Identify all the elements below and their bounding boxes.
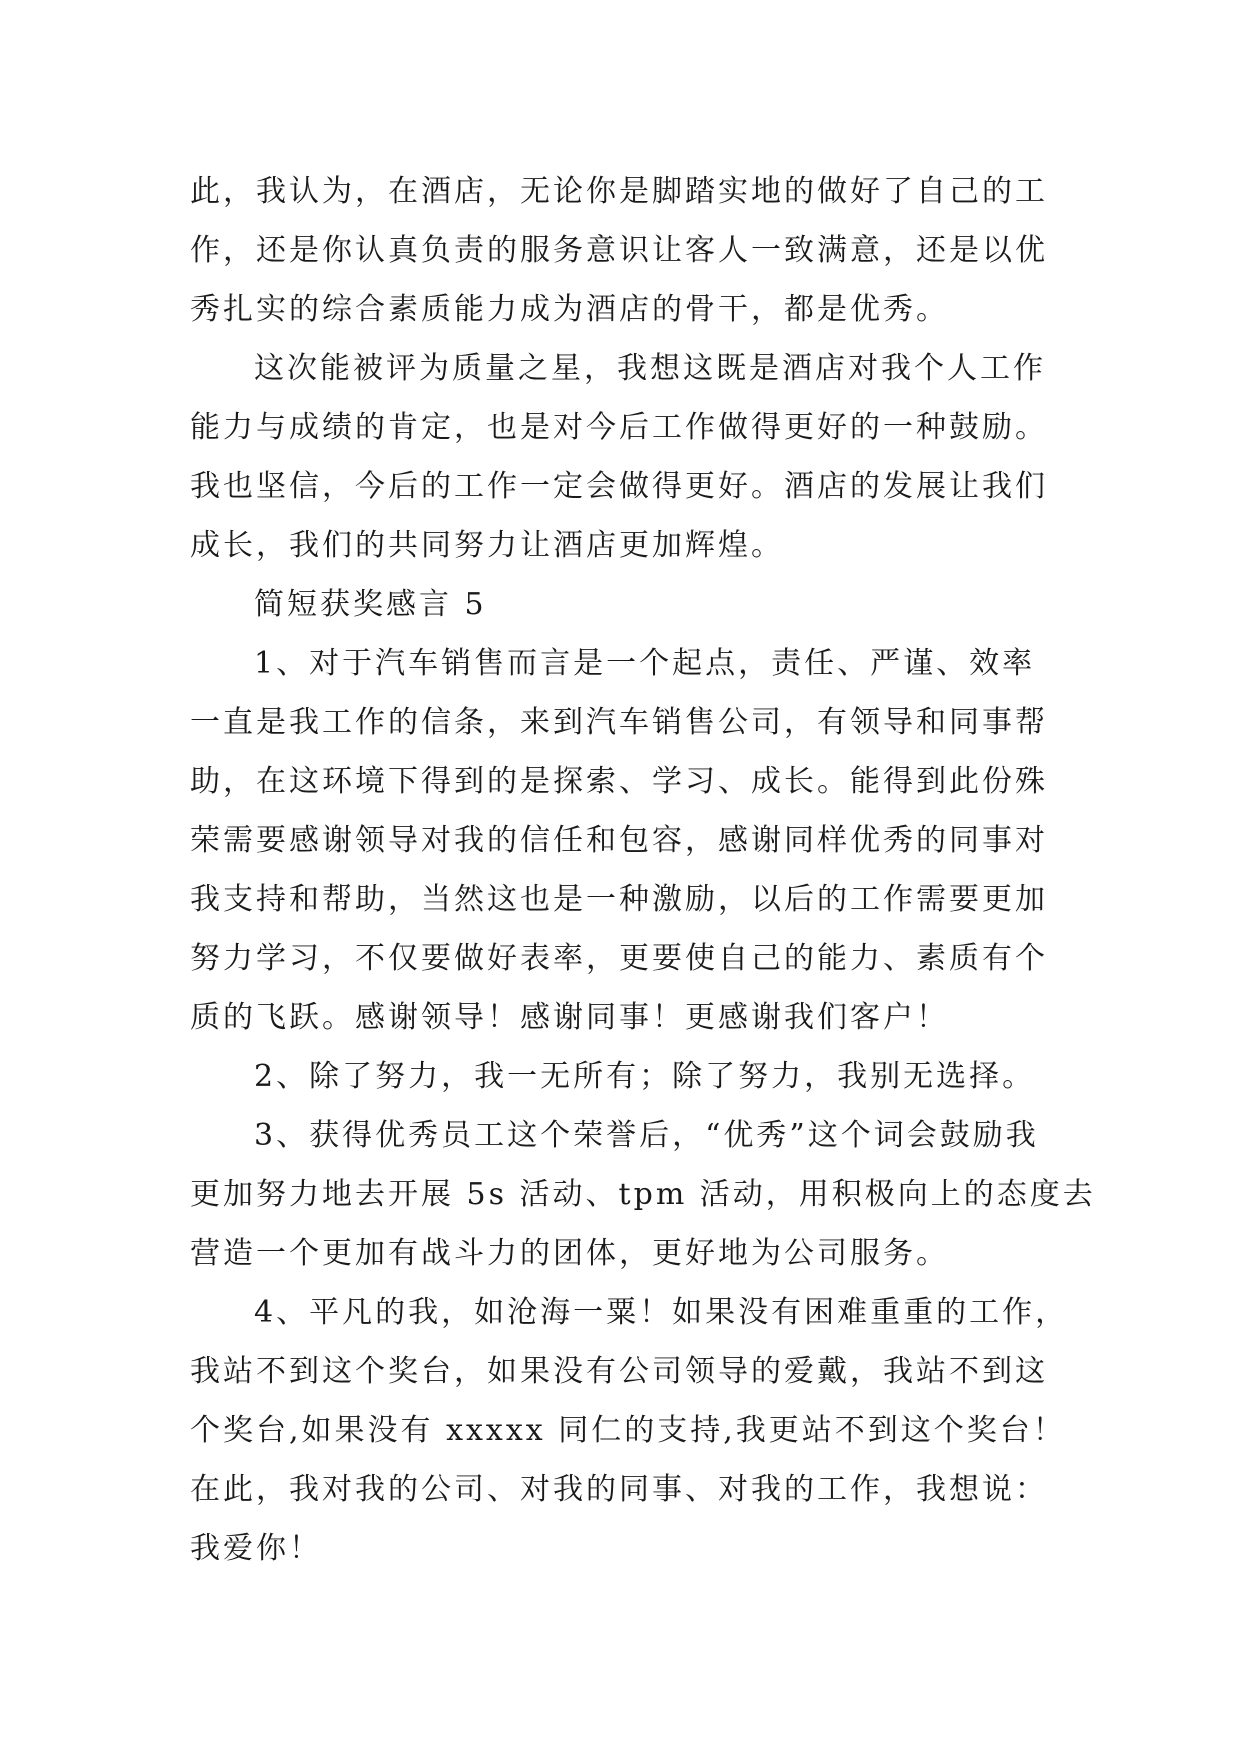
text-line: 个奖台,如果没有 xxxxx 同仁的支持,我更站不到这个奖台！ [190, 1413, 1066, 1448]
text-line: 我也坚信，今后的工作一定会做得更好。酒店的发展让我们 [190, 469, 1048, 504]
text-line: 我支持和帮助，当然这也是一种激励，以后的工作需要更加 [190, 882, 1048, 917]
paragraph [190, 339, 1050, 575]
text-line: 能力与成绩的肯定，也是对今后工作做得更好的一种鼓励。 [190, 410, 1048, 445]
paragraph [190, 162, 1050, 339]
heading-text: 简短获奖感言 5 [254, 587, 487, 622]
text-line: 质的飞跃。感谢领导！感谢同事！更感谢我们客户！ [190, 1000, 949, 1035]
text-line: 3、获得优秀员工这个荣誉后，“优秀”这个词会鼓励我 [254, 1118, 1039, 1153]
text-line: 在此，我对我的公司、对我的同事、对我的工作，我想说： [190, 1472, 1048, 1507]
text-line: 秀扎实的综合素质能力成为酒店的骨干，都是优秀。 [190, 292, 949, 327]
text-line: 助，在这环境下得到的是探索、学习、成长。能得到此份殊 [190, 764, 1048, 799]
paragraph [190, 1047, 1050, 1106]
text-line: 一直是我工作的信条，来到汽车销售公司，有领导和同事帮 [190, 705, 1048, 740]
text-line: 1、对于汽车销售而言是一个起点，责任、严谨、效率 [254, 646, 1036, 681]
text-line: 这次能被评为质量之星，我想这既是酒店对我个人工作 [254, 351, 1046, 386]
text-line: 4、平凡的我，如沧海一粟！如果没有困难重重的工作， [254, 1295, 1069, 1330]
text-line: 此，我认为，在酒店，无论你是脚踏实地的做好了自己的工 [190, 174, 1048, 209]
paragraph [190, 634, 1050, 1047]
text-line: 我爱你！ [190, 1531, 322, 1566]
paragraph [190, 1283, 1069, 1578]
document-body [190, 162, 1096, 1578]
text-line: 营造一个更加有战斗力的团体，更好地为公司服务。 [190, 1236, 949, 1271]
text-line: 荣需要感谢领导对我的信任和包容，感谢同样优秀的同事对 [190, 823, 1048, 858]
section-heading [190, 575, 1050, 634]
paragraph [190, 1106, 1096, 1283]
text-line: 努力学习，不仅要做好表率，更要使自己的能力、素质有个 [190, 941, 1048, 976]
text-line: 2、除了努力，我一无所有；除了努力，我别无选择。 [254, 1059, 1036, 1094]
text-line: 更加努力地去开展 5s 活动、tpm 活动，用积极向上的态度去 [190, 1177, 1096, 1212]
text-line: 成长，我们的共同努力让酒店更加辉煌。 [190, 528, 784, 563]
text-line: 作，还是你认真负责的服务意识让客人一致满意，还是以优 [190, 233, 1048, 268]
text-line: 我站不到这个奖台，如果没有公司领导的爱戴，我站不到这 [190, 1354, 1048, 1389]
